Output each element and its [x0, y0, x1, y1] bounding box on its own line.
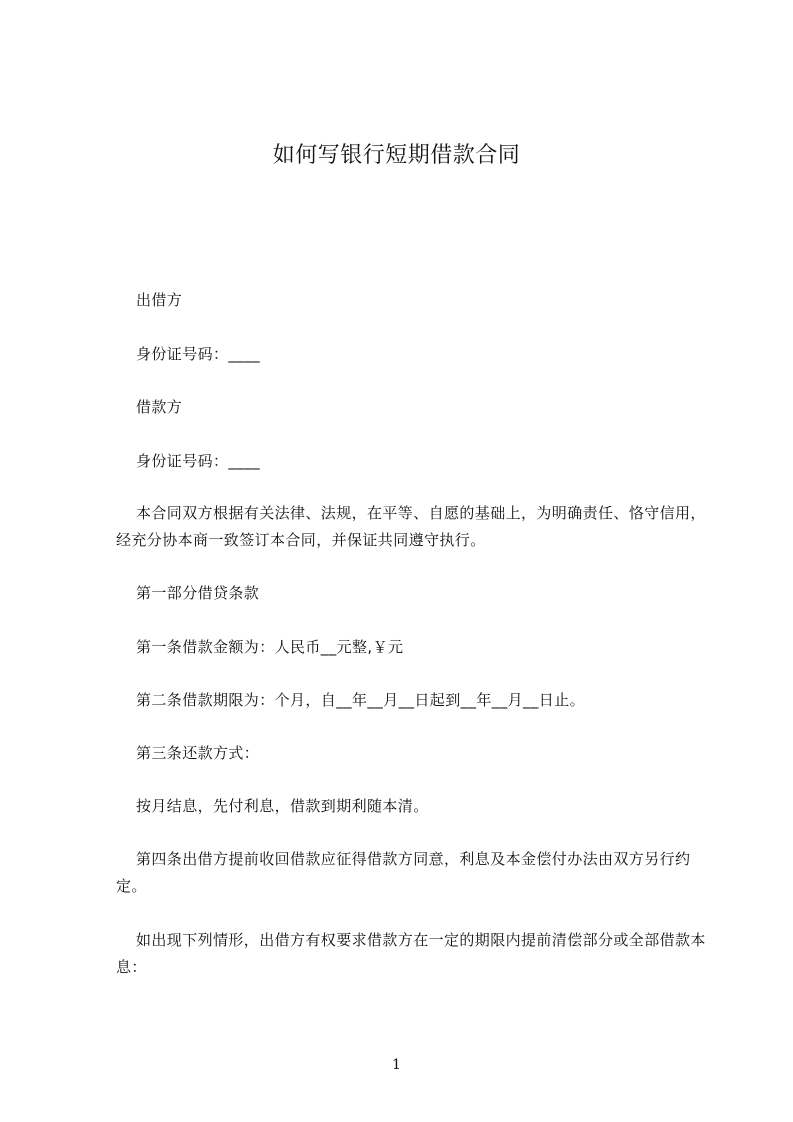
- paragraph-preamble: 本合同双方根据有关法律、法规，在平等、自愿的基础上，为明确责任、恪守信用，经充分协本商一致签订本合同，并保证共同遵守执行。: [116, 504, 706, 549]
- paragraph-borrower-id: 身份证号码：____: [136, 452, 261, 470]
- paragraph-repayment-method: 按月结息，先付利息，借款到期利随本清。: [136, 797, 429, 815]
- page-number: 1: [392, 1057, 401, 1073]
- paragraph-lender-id: 身份证号码：____: [136, 345, 261, 363]
- paragraph-part-one-heading: 第一部分借贷条款: [136, 584, 260, 602]
- paragraph-lender: 出借方: [136, 291, 183, 309]
- paragraph-article-1: 第一条借款金额为：人民币__元整,￥元: [136, 638, 404, 656]
- paragraph-early-repayment-conditions: 如出现下列情形，出借方有权要求借款方在一定的期限内提前清偿部分或全部借款本息：: [116, 931, 706, 976]
- document-title: 如何写银行短期借款合同: [272, 143, 521, 168]
- paragraph-article-3: 第三条还款方式：: [136, 744, 260, 762]
- paragraph-article-2: 第二条借款期限为：个月，自__年__月__日起到__年__月__日止。: [136, 691, 586, 709]
- paragraph-borrower: 借款方: [136, 398, 183, 416]
- paragraph-article-4: 第四条出借方提前收回借款应征得借款方同意，利息及本金偿付办法由双方另行约定。: [116, 850, 691, 895]
